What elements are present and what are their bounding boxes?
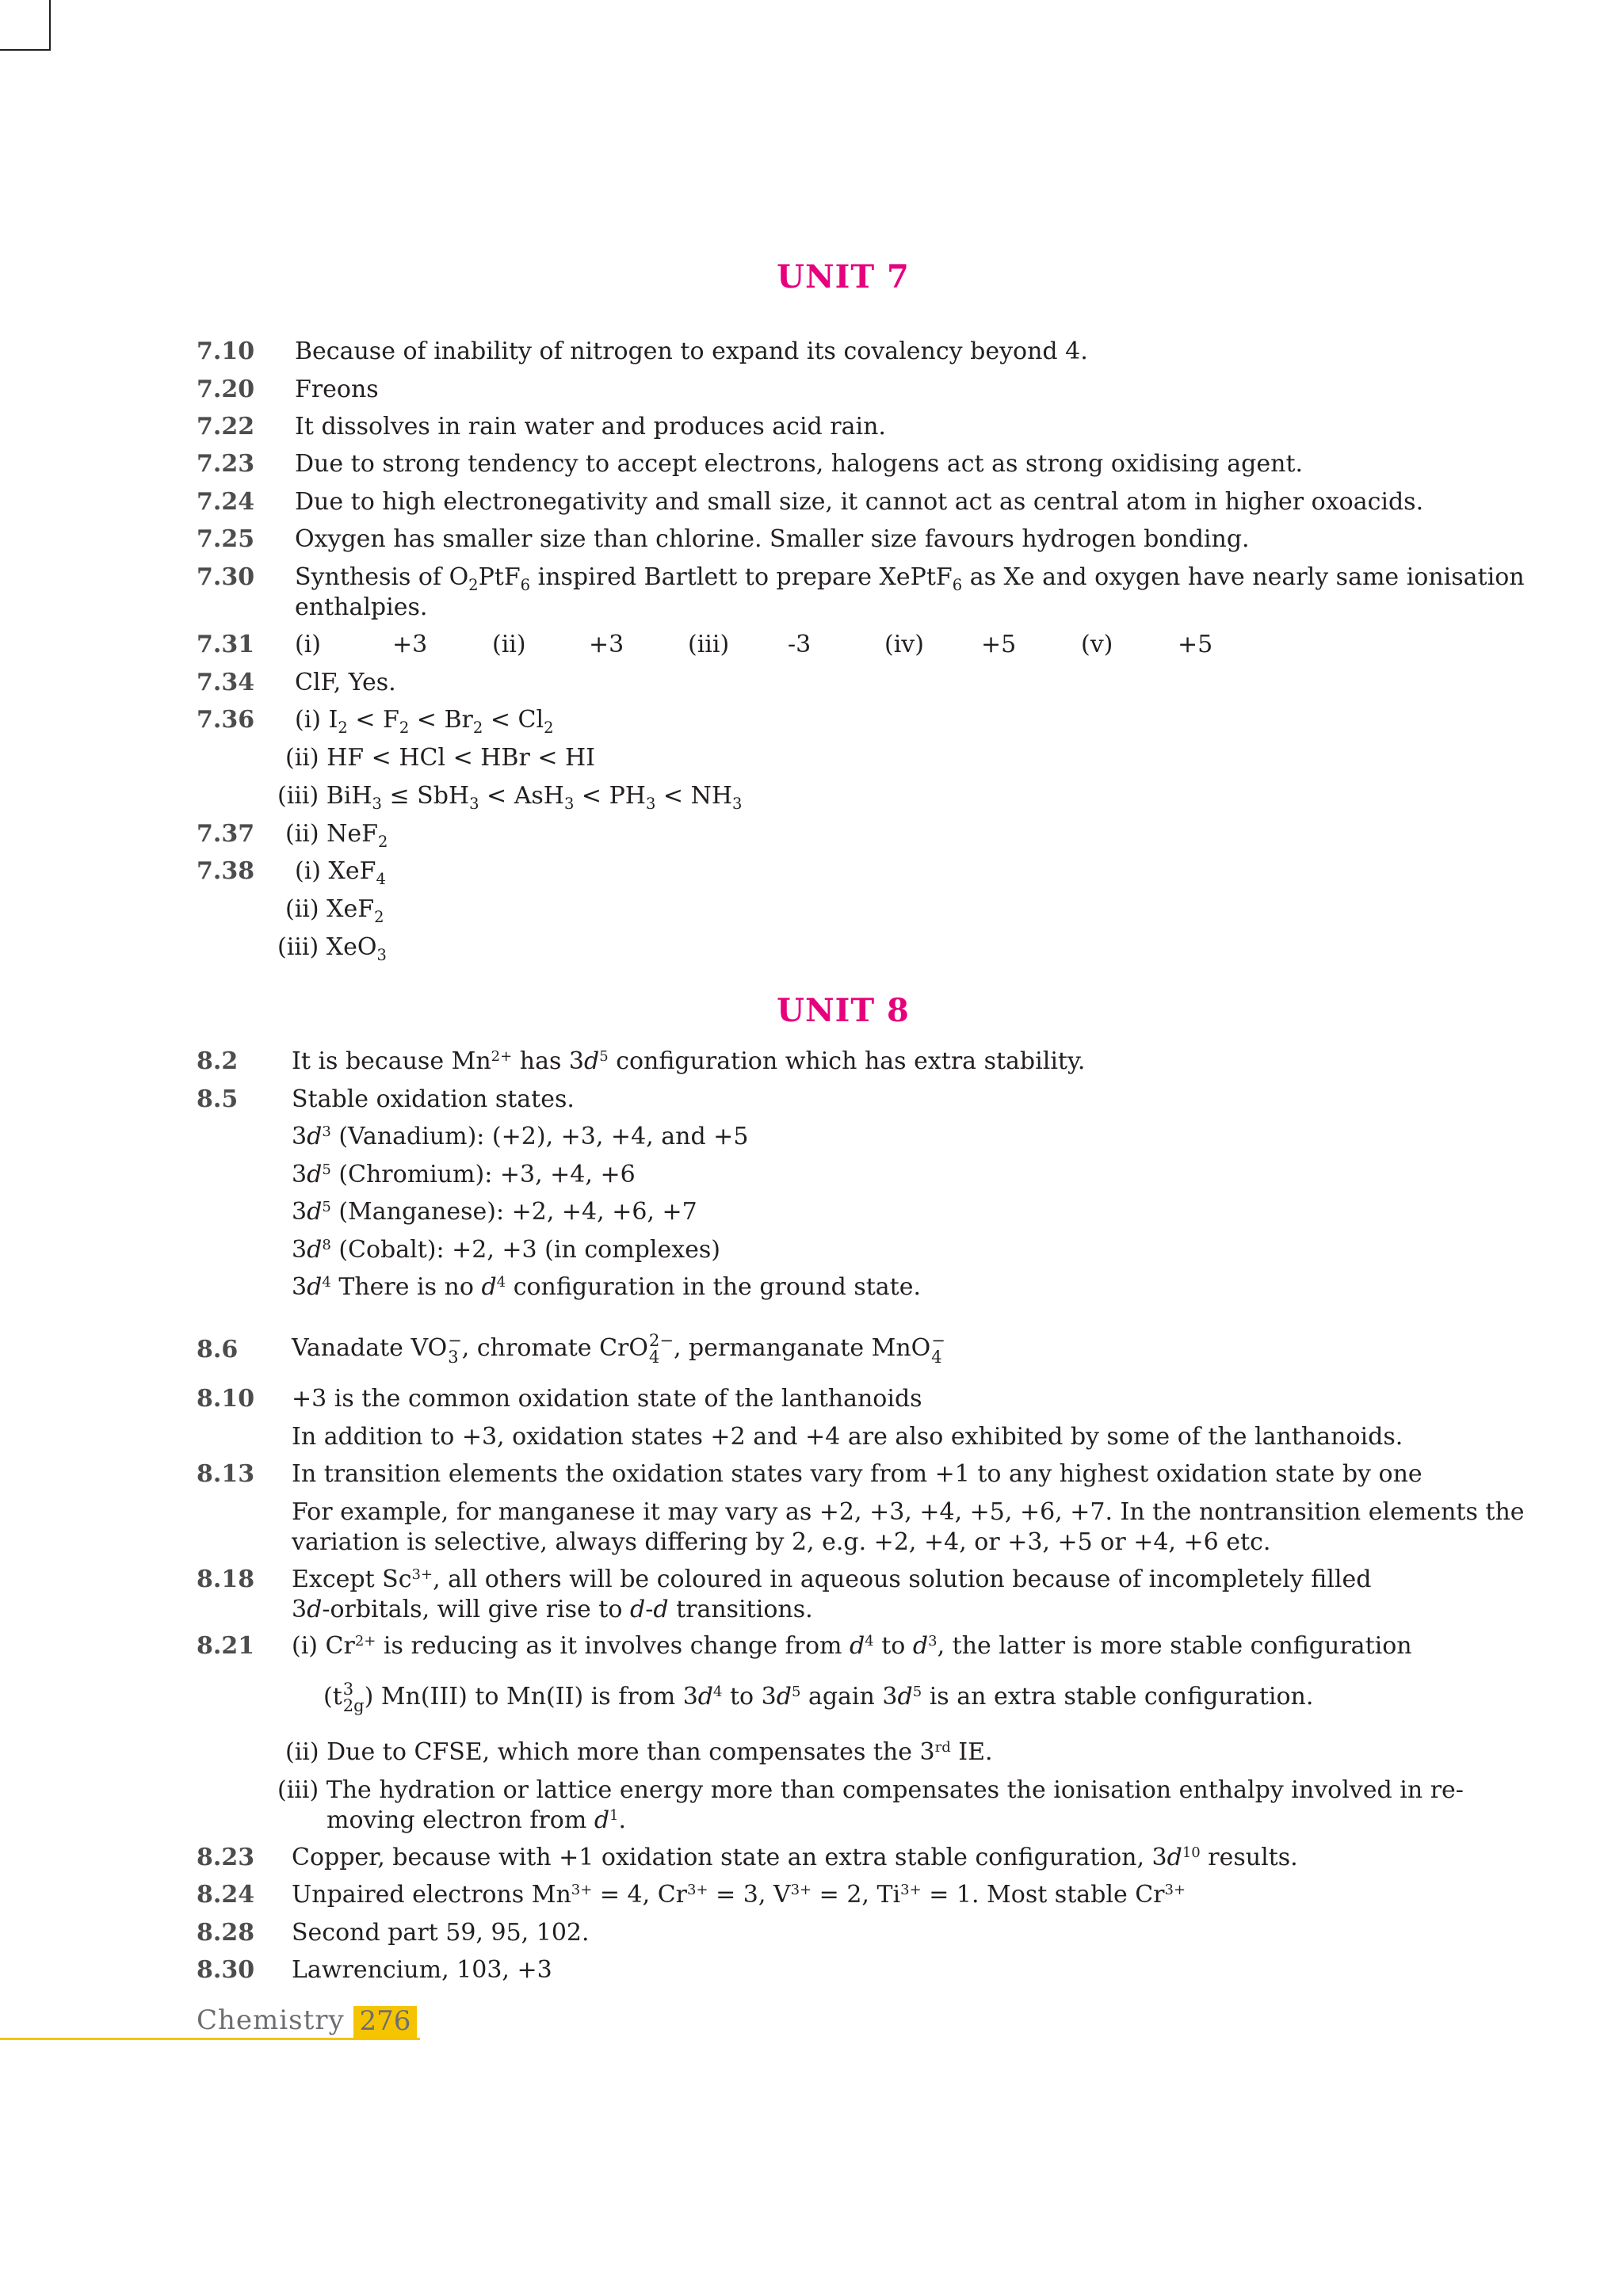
unit-8-title: UNIT 8	[777, 992, 910, 1029]
answer-8-10	[0, 1380, 1623, 1418]
answer-7-37	[0, 815, 1623, 853]
answer-text: Stable oxidation states.	[292, 1085, 575, 1113]
answer-text: Except $Sc^{3+}$, all others will be coloured in aqueous solution because of incompletely filled 3d-orbitals, will give rise to d-d transitions.	[292, 1566, 1372, 1623]
answer-text: $3d^8$ (Cobalt): +2, +3 (in complexes)	[292, 1236, 720, 1264]
answer-text: In transition elements the oxidation states vary from +1 to any highest oxidation state by one	[292, 1460, 1423, 1488]
answer-8-23	[0, 1839, 1623, 1877]
answer-8-21-iii	[0, 1772, 1623, 1840]
answer-part-iii: (iii) XeO$_3$	[277, 933, 387, 964]
answer-8-5-chromium	[0, 1156, 1623, 1194]
answer-text: Synthesis of $O_2PtF_6$ inspired Bartlett to prepare XePtF$_6$ as Xe and oxygen have nearly same ionisation enthalpies.	[295, 563, 1525, 621]
answer-8-5-vanadium	[0, 1118, 1623, 1156]
answer-text: It dissolves in rain water and produces acid rain.	[295, 413, 886, 441]
answer-7-30	[0, 559, 1623, 627]
answer-8-5-cobalt	[0, 1231, 1623, 1269]
question-number: 8.2	[197, 1047, 239, 1075]
answer-8-18	[0, 1561, 1623, 1629]
answer-text: Unpaired electrons $Mn^{3+} = 4$, $Cr^{3+} = 3$, $V^{3+} = 2$, $Ti^{3+} = 1$. Most stable $Cr^{3+}$	[292, 1881, 1186, 1909]
answer-text: $3d^5$ (Chromium): +3, +4, +6	[292, 1161, 636, 1188]
answer-part-iii: (iii) The hydration or lattice energy more than compensates the ionisation enthalpy involved in re- moving electron from $d^1$.	[277, 1776, 1464, 1834]
question-number: 8.13	[197, 1460, 255, 1488]
question-number: 7.31	[197, 631, 255, 658]
answer-8-13-example	[0, 1493, 1623, 1562]
answer-text: (t 3 2g ) Mn(III) to Mn(II) is from $3d^4$ to $3d^5$ again $3d^5$ is an extra stable configuration.	[323, 1680, 1314, 1715]
answer-8-21-ii	[0, 1733, 1623, 1772]
answer-7-24	[0, 483, 1623, 521]
answer-8-21	[0, 1627, 1623, 1665]
unit-7-title: UNIT 7	[777, 258, 910, 296]
answer-text: Freons	[295, 376, 379, 403]
answer-part-i: (i) XeF$_4$	[295, 857, 386, 888]
answer-7-25	[0, 521, 1623, 559]
answer-part-ii: (ii) HF < HCl < HBr < HI	[285, 744, 596, 772]
answer-8-5	[0, 1081, 1623, 1119]
answer-7-31: 7.31 (i) +3 (ii) +3 (iii) -3 (iv) +5 (v) +5	[0, 626, 1623, 664]
answer-part-ii: (ii) XeF$_2$	[285, 895, 384, 926]
answer-text: Because of inability of nitrogen to expand its covalency beyond 4.	[295, 338, 1088, 365]
question-number: 7.37	[197, 820, 255, 848]
question-number: 8.24	[197, 1881, 255, 1909]
answer-text: $3d^4$ There is no $d^4$ configuration in the ground state.	[292, 1273, 921, 1301]
answer-7-36-ii	[0, 739, 1623, 777]
answer-8-10-line2	[0, 1418, 1623, 1456]
answer-part-ii: (ii) Due to CFSE, which more than compensates the 3rd IE.	[285, 1738, 993, 1766]
answer-8-2	[0, 1043, 1623, 1081]
answer-text: Second part 59, 95, 102.	[292, 1919, 590, 1947]
question-number: 7.20	[197, 376, 255, 403]
question-number: 8.10	[197, 1385, 255, 1413]
question-number: 7.36	[197, 706, 255, 734]
answer-8-13	[0, 1455, 1623, 1493]
answer-7-22	[0, 408, 1623, 446]
question-number: 8.18	[197, 1566, 255, 1593]
answer-8-30	[0, 1951, 1623, 1989]
answer-text: $3d^3$ (Vanadium): (+2), +3, +4, and +5	[292, 1123, 749, 1150]
question-number: 8.5	[197, 1085, 239, 1113]
question-number: 7.25	[197, 525, 255, 553]
answer-text: It is because $Mn^{2+}$ has $3d^5$ configuration which has extra stability.	[292, 1047, 1086, 1075]
answer-8-28	[0, 1914, 1623, 1952]
question-number: 8.28	[197, 1919, 255, 1947]
answer-text: ClF, Yes.	[295, 669, 396, 696]
question-number: 7.24	[197, 488, 255, 516]
crop-mark	[0, 0, 51, 51]
answer-text: In addition to +3, oxidation states +2 and +4 are also exhibited by some of the lanthanoids.	[292, 1423, 1403, 1451]
answer-text: Due to strong tendency to accept electrons, halogens act as strong oxidising agent.	[295, 450, 1304, 478]
answer-part-iii: (iii) $BiH_3 \le SbH_3 < AsH_3 < PH_3 < NH_3$	[277, 782, 743, 813]
answer-text: Vanadate VO − 3 , chromate CrO 2− 4 , permanganate MnO − 4	[292, 1331, 945, 1367]
answer-7-20	[0, 371, 1623, 409]
answer-7-10	[0, 333, 1623, 371]
answer-text: Oxygen has smaller size than chlorine. Smaller size favours hydrogen bonding.	[295, 525, 1250, 553]
page-number: 276	[353, 2006, 417, 2038]
answer-7-38-ii	[0, 891, 1623, 929]
question-number: 8.30	[197, 1956, 255, 1984]
answer-7-38	[0, 852, 1623, 891]
question-number: 7.23	[197, 450, 255, 478]
answer-part-i: (i) $I_2 < F_2 < Br_2 < Cl_2$	[295, 706, 554, 737]
footer-subject: Chemistry	[197, 2004, 345, 2036]
answer-7-23	[0, 445, 1623, 483]
footer-rule	[0, 2038, 420, 2040]
question-number: 7.38	[197, 857, 255, 885]
answer-8-24	[0, 1876, 1623, 1914]
answer-8-6	[0, 1326, 1623, 1374]
answer-7-36	[0, 701, 1623, 739]
answer-text: (ii) NeF$_2$	[285, 820, 388, 851]
question-number: 7.10	[197, 338, 255, 365]
answer-text: Due to high electronegativity and small size, it cannot act as central atom in higher oxoacids.	[295, 488, 1424, 516]
answer-8-21-cont	[0, 1673, 1623, 1724]
answer-text: $3d^5$ (Manganese): +2, +4, +6, +7	[292, 1198, 697, 1226]
answer-text: Lawrencium, 103, +3	[292, 1956, 552, 1984]
answer-7-38-iii	[0, 929, 1623, 967]
question-number: 7.34	[197, 669, 255, 696]
question-number: 8.6	[197, 1336, 239, 1363]
question-number: 7.22	[197, 413, 255, 441]
answer-8-5-manganese	[0, 1193, 1623, 1231]
answer-8-5-d4	[0, 1268, 1623, 1306]
answer-text: Copper, because with +1 oxidation state an extra stable configuration, $3d^{10}$ results.	[292, 1844, 1298, 1871]
question-number: 8.21	[197, 1632, 255, 1660]
answer-7-34	[0, 664, 1623, 702]
question-number: 7.30	[197, 563, 255, 591]
answer-text: +3 is the common oxidation state of the lanthanoids	[292, 1385, 922, 1413]
answer-7-36-iii	[0, 777, 1623, 815]
answer-text: For example, for manganese it may vary as +2, +3, +4, +5, +6, +7. In the nontransition elements the variation is selective, always differing by 2, e.g. +2, +4, or +3, +5 or +4, +6 etc.	[292, 1498, 1525, 1556]
answer-part-i: (i) $Cr^{2+}$ is reducing as it involves change from $d^4$ to $d^3$, the latter is more stable configuration	[292, 1632, 1412, 1660]
question-number: 8.23	[197, 1844, 255, 1871]
